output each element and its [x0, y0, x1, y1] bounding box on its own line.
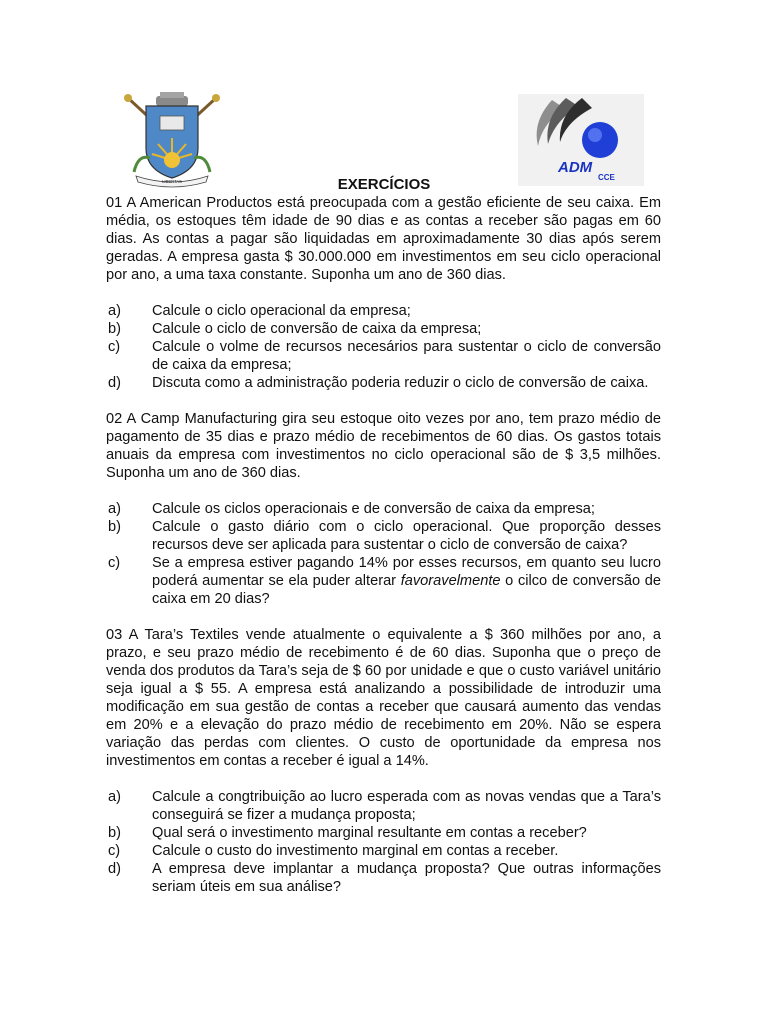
exercise-3-text: 03 A Tara’s Textiles vende atualmente o equivalente a $ 360 milhões por ano, a prazo, e seu prazo médio de recebimento é de 60 dias. Suponha que o preço de venda dos produtos da Tara’s seja de $ 60 por unidade e que o custo variável unitário seja igual a $ 55. A empresa está analizando a possibilidade de introduzir uma modificação em sua gestão de contas a receber que causará aumento das vendas em 20% e a elevação do prazo médio de recebimento em 20%. Não se espera variação das perdas com clientes. O custo de oportunidade da empresa nos investimentos em contas a receber é igual a 14%.: [106, 627, 661, 769]
item-text: Calcule os ciclos operacionais e de conversão de caixa da empresa;: [152, 501, 595, 517]
item-marker: d): [108, 375, 121, 391]
adm-logo-graphic: [518, 94, 644, 186]
list-item: [106, 860, 661, 896]
item-text: o cilco de conversão de caixa em 20 dias?: [152, 573, 661, 607]
item-marker: c): [108, 339, 121, 355]
item-text: Qual será o investimento marginal resultante em contas a receber?: [152, 825, 587, 841]
list-item: [106, 842, 661, 860]
item-text: Se a empresa estiver pagando 14% por esses recursos, em quanto seu lucro poderá aumentar se ela puder alterar: [152, 555, 661, 589]
logo-banner-text: LIBERTAS: [162, 179, 182, 184]
exercise-2-items: [106, 500, 661, 608]
item-text: A empresa deve implantar a mudança proposta? Que outras informações seriam úteis em sua análise?: [152, 861, 661, 895]
adm-logo-text: ADM: [558, 159, 593, 176]
item-text: Calcule o ciclo de conversão de caixa da empresa;: [152, 321, 482, 337]
exercise-1-items: [106, 302, 661, 392]
coat-of-arms-logo: [120, 92, 224, 188]
page-title: EXERCÍCIOS: [337, 176, 431, 193]
item-marker: a): [108, 501, 121, 517]
exercise-content: [106, 194, 661, 896]
adm-logo: [518, 94, 644, 186]
item-text: Calcule o custo do investimento marginal em contas a receber.: [152, 843, 559, 859]
list-item: [106, 302, 661, 320]
item-marker: a): [108, 303, 121, 319]
list-item: [106, 320, 661, 338]
list-item: [106, 518, 661, 554]
item-marker: c): [108, 555, 121, 571]
adm-logo-subtext: CCE: [598, 173, 615, 182]
list-item: [106, 500, 661, 518]
item-marker: d): [108, 861, 121, 877]
item-marker: b): [108, 825, 121, 841]
exercise-1-text: 01 A American Productos está preocupada com a gestão eficiente de seu caixa. Em média, os estoques têm idade de 90 dias e as contas a receber são pagas em 60 dias. As contas a pagar são liquidadas em aproximadamente 30 dias após serem geradas. A empresa gasta $ 30.000.000 em investimentos em seu ciclo operacional por ano, a uma taxa constante. Suponha um ano de 360 dias.: [106, 195, 661, 283]
item-text: Calcule o ciclo operacional da empresa;: [152, 303, 411, 319]
item-text: Discuta como a administração poderia reduzir o ciclo de conversão de caixa.: [152, 375, 649, 391]
list-item: [106, 824, 661, 842]
item-text: Calcule o gasto diário com o ciclo operacional. Que proporção desses recursos deve ser aplicada para sustentar o ciclo de conversão de caixa?: [152, 519, 661, 553]
item-text: Calcule o volme de recursos necesários para sustentar o ciclo de conversão de caixa da empresa;: [152, 339, 661, 373]
item-text: Calcule a congtribuição ao lucro esperada com as novas vendas que a Tara’s conseguirá se fizer a mudança proposta;: [152, 789, 661, 823]
item-marker: c): [108, 843, 121, 859]
item-marker: a): [108, 789, 121, 805]
list-item: [106, 554, 661, 608]
list-item: [106, 338, 661, 374]
exercise-2-text: 02 A Camp Manufacturing gira seu estoque oito vezes por ano, tem prazo médio de pagamento de 35 dias e prazo médio de recebimentos de 60 dias. Os gastos totais anuais da empresa com investimentos no ciclo operacional são de $ 3,5 milhões. Suponha um ano de 360 dias.: [106, 411, 661, 481]
list-item: [106, 374, 661, 392]
item-text-italic: favoravelmente: [400, 573, 501, 589]
item-marker: b): [108, 519, 121, 535]
exercise-3-items: [106, 788, 661, 896]
item-marker: b): [108, 321, 121, 337]
list-item: [106, 788, 661, 824]
